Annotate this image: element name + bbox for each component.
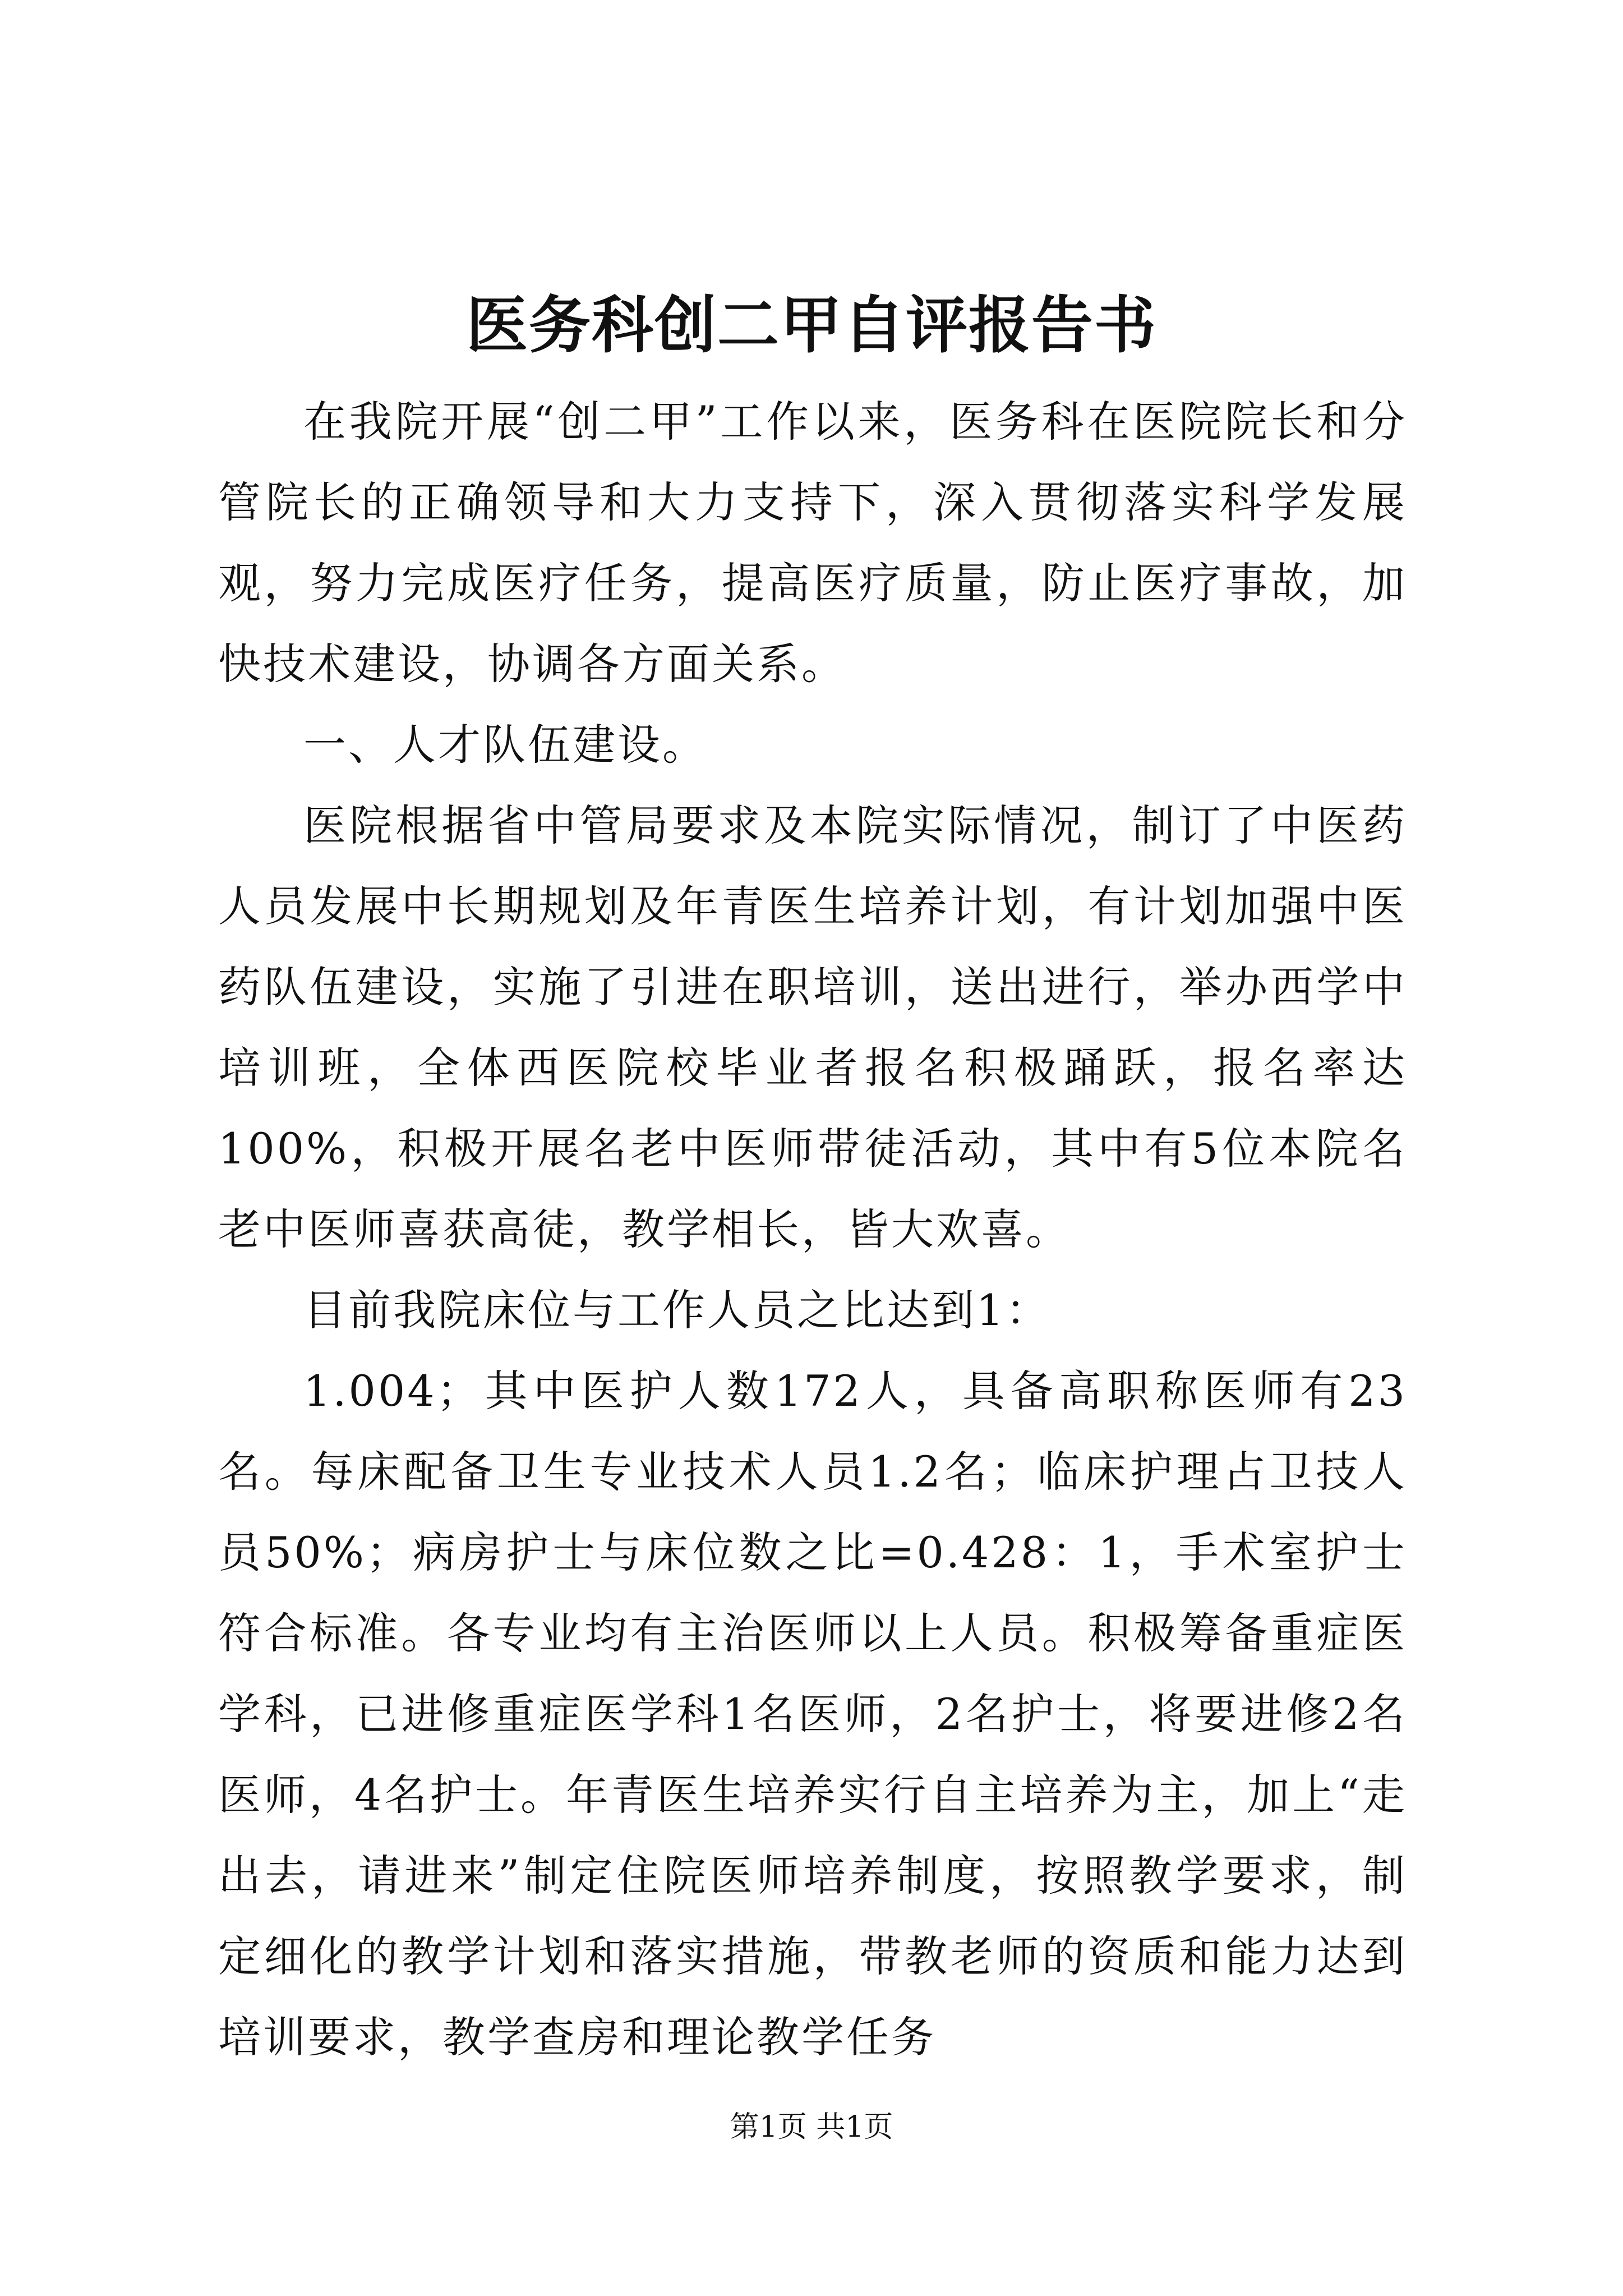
document-body <box>218 381 1407 2078</box>
page-footer: 第1页 共1页 <box>730 2110 893 2144</box>
paragraph-talent-plan: 医院根据省中管局要求及本院实际情况，制订了中医药人员发展中长期规划及年青医生培养计划，有计划加强中医药队伍建设，实施了引进在职培训，送出进行，举办西学中培训班，全体西医院校毕业者报名积极踊跃，报名率达100%，积极开展名老中医师带徒活动，其中有5位本院名老中医师喜获高徒，教学相长，皆大欢喜。 <box>218 800 1407 1254</box>
paragraph-bed-ratio: 目前我院床位与工作人员之比达到1： <box>303 1285 1051 1335</box>
paragraph-staffing-details: 1.004；其中医护人数172人，具备高职称医师有23名。每床配备卫生专业技术人员1.2名；临床护理占卫技人员50%；病房护士与床位数之比=0.428：1，手术室护士符合标准。各专业均有主治医师以上人员。积极筹备重症医学科，已进修重症医学科1名医师，2名护士，将要进修2名医师，4名护士。年青医生培养实行自主培养为主，加上“走出去，请进来”制定住院医师培养制度，按照教学要求，制定细化的教学计划和落实措施，带教老师的资质和能力达到培训要求，教学查房和理论教学任务 <box>218 1366 1407 2062</box>
section-heading-talent: 一、人才队伍建设。 <box>303 720 707 770</box>
paragraph-intro: 在我院开展“创二甲”工作以来，医务科在医院院长和分管院长的正确领导和大力支持下，深入贯彻落实科学发展观，努力完成医疗任务，提高医疗质量，防止医疗事故，加快技术建设，协调各方面关系。 <box>218 397 1407 689</box>
document-title: 医务科创二甲自评报告书 <box>466 289 1157 361</box>
